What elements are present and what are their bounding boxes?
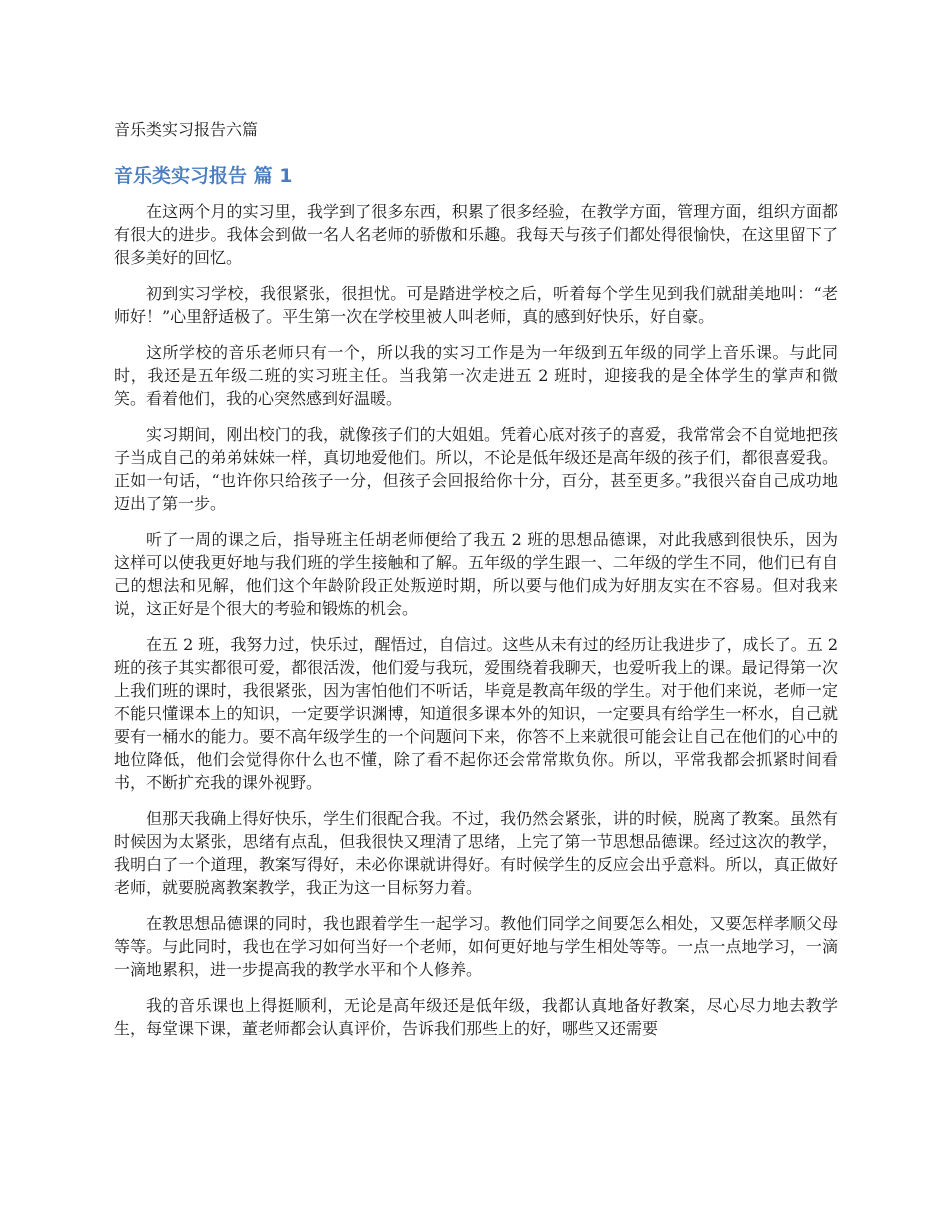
- document-page: [114, 118, 838, 1053]
- paragraph: 在这两个月的实习里，我学到了很多东西，积累了很多经验，在教学方面，管理方面，组织方面都有很大的进步。我体会到做一名人名老师的骄傲和乐趣。我每天与孩子们都处得很愉快，在这里留下了很多美好的回忆。: [114, 202, 838, 267]
- paragraph: 初到实习学校，我很紧张，很担忧。可是踏进学校之后，听着每个学生见到我们就甜美地叫：“老师好！”心里舒适极了。平生第一次在学校里被人叫老师，真的感到好快乐，好自豪。: [114, 284, 838, 326]
- paragraph: 实习期间，刚出校门的我，就像孩子们的大姐姐。凭着心底对孩子的喜爱，我常常会不自觉地把孩子当成自己的弟弟妹妹一样，真切地爱他们。所以，不论是低年级还是高年级的孩子们，都很喜爱我。正如一句话，“也许你只给孩子一分，但孩子会回报给你十分，百分，甚至更多。”我很兴奋自己成功地迈出了第一步。: [114, 425, 838, 513]
- paragraph: 听了一周的课之后，指导班主任胡老师便给了我五 2 班的思想品德课，对此我感到很快乐，因为这样可以使我更好地与我们班的学生接触和了解。五年级的学生跟一、二年级的学生不同，他们已有自己的想法和见解，他们这个年龄阶段正处叛逆时期，所以要与他们成为好朋友实在不容易。但对我来说，这正好是个很大的考验和锻炼的机会。: [114, 530, 838, 618]
- paragraph: 但那天我确上得好快乐，学生们很配合我。不过，我仍然会紧张，讲的时候，脱离了教案。虽然有时候因为太紧张，思绪有点乱，但我很快又理清了思绪，上完了第一节思想品德课。经过这次的教学，我明白了一个道理，教案写得好，未必你课就讲得好。有时候学生的反应会出乎意料。所以，真正做好老师，就要脱离教案教学，我正为这一目标努力着。: [114, 809, 838, 897]
- paragraph: 在教思想品德课的同时，我也跟着学生一起学习。教他们同学之间要怎么相处，又要怎样孝顺父母等等。与此同时，我也在学习如何当好一个老师，如何更好地与学生相处等等。一点一点地学习，一滴一滴地累积，进一步提高我的教学水平和个人修养。: [114, 914, 838, 979]
- paragraph: 我的音乐课也上得挺顺利，无论是高年级还是低年级，我都认真地备好教案，尽心尽力地去教学生，每堂课下课，董老师都会认真评价，告诉我们那些上的好，哪些又还需要: [114, 996, 838, 1038]
- paragraph: 这所学校的音乐老师只有一个，所以我的实习工作是为一年级到五年级的同学上音乐课。与此同时，我还是五年级二班的实习班主任。当我第一次走进五 2 班时，迎接我的是全体学生的掌声和微笑。看着他们，我的心突然感到好温暖。: [114, 343, 838, 408]
- document-title: 音乐类实习报告六篇: [114, 120, 259, 139]
- section-heading: 音乐类实习报告 篇 1: [114, 165, 293, 187]
- paragraph: 在五 2 班，我努力过，快乐过，醒悟过，自信过。这些从未有过的经历让我进步了，成长了。五 2 班的孩子其实都很可爱，都很活泼，他们爱与我玩，爱围绕着我聊天，也爱听我上的课。最记得第一次上我们班的课时，我很紧张，因为害怕他们不听话，毕竟是教高年级的学生。对于他们来说，老师一定不能只懂课本上的知识，一定要学识渊博，知道很多课本外的知识，一定要具有给学生一杯水，自己就要有一桶水的能力。要不高年级学生的一个问题问下来，你答不上来就很可能会让自己在他们的心中的地位降低，他们会觉得你什么也不懂，除了看不起你还会常常欺负你。所以，平常我都会抓紧时间看书，不断扩充我的课外视野。: [114, 635, 838, 792]
